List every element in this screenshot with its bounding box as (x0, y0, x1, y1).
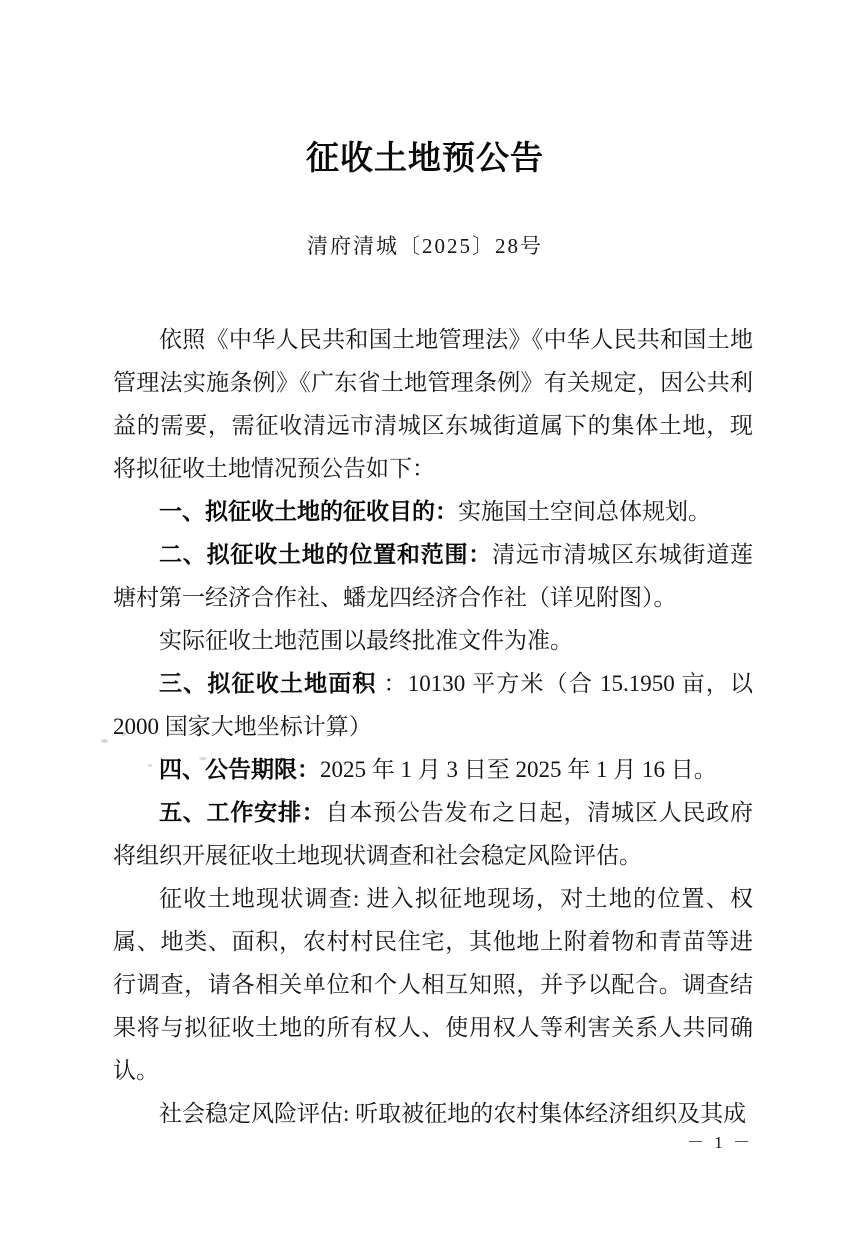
section-3-area (113, 662, 753, 748)
section-5-label: 五、工作安排： (159, 799, 326, 825)
scan-smudge (121, 732, 126, 736)
section-1-label: 一、拟征收土地的征收目的： (159, 498, 458, 524)
section-4-label: 四、公告期限： (159, 756, 320, 782)
section-4-period (113, 748, 753, 791)
scan-smudge (101, 739, 108, 743)
scan-smudge (148, 764, 152, 767)
page-number: － 1 － (687, 1133, 753, 1152)
section-2-text: 清远市清城区东城街道莲塘村第一经济合作社、蟠龙四经济合作社（详见附图）。 (113, 542, 754, 610)
section-1-purpose (113, 490, 753, 533)
section-2-location (113, 533, 753, 619)
risk-assessment-text: 社会稳定风险评估: 听取被征地的农村集体经济组织及其成 (159, 1101, 747, 1126)
survey-paragraph (113, 877, 753, 1092)
document-title: 征收土地预公告 (306, 139, 544, 176)
section-5-arrangement (113, 791, 753, 877)
survey-paragraph-text: 征收土地现状调查: 进入拟征地现场，对土地的位置、权属、地类、面积，农村村民住宅，其他地上附着物和青苗等进行调查，请各相关单位和个人相互知照，并予以配合。调查结果将与拟征收土地的所有权人、使用权人等利害关系人共同确认。 (113, 886, 753, 1083)
document-number: 清府清城〔2025〕28号 (307, 234, 543, 258)
document-body (113, 318, 753, 1135)
risk-assessment-paragraph (113, 1092, 753, 1135)
section-5-text: 自本预公告发布之日起，清城区人民政府将组织开展征收土地现状调查和社会稳定风险评估。 (113, 800, 754, 868)
section-3-text: ：10130 平方米（合 15.1950 亩，以 2000 国家大地坐标计算） (113, 671, 754, 739)
intro-paragraph (113, 318, 753, 490)
section-1-text: 实施国土空间总体规划。 (458, 499, 711, 524)
section-2-label: 二、拟征收土地的位置和范围： (159, 541, 493, 567)
note-actual-range-text: 实际征收土地范围以最终批准文件为准。 (159, 628, 573, 653)
note-actual-range (113, 619, 753, 662)
section-4-text: 2025 年 1 月 3 日至 2025 年 1 月 16 日。 (320, 757, 717, 782)
scan-smudge (199, 757, 207, 760)
intro-text: 依照《中华人民共和国土地管理法》《中华人民共和国土地管理法实施条例》《广东省土地管理条例》有关规定，因公共利益的需要，需征收清远市清城区东城街道属下的集体土地，现将拟征收土地情况预公告如下： (113, 327, 753, 481)
section-3-label: 三、拟征收土地面积 (159, 670, 377, 696)
